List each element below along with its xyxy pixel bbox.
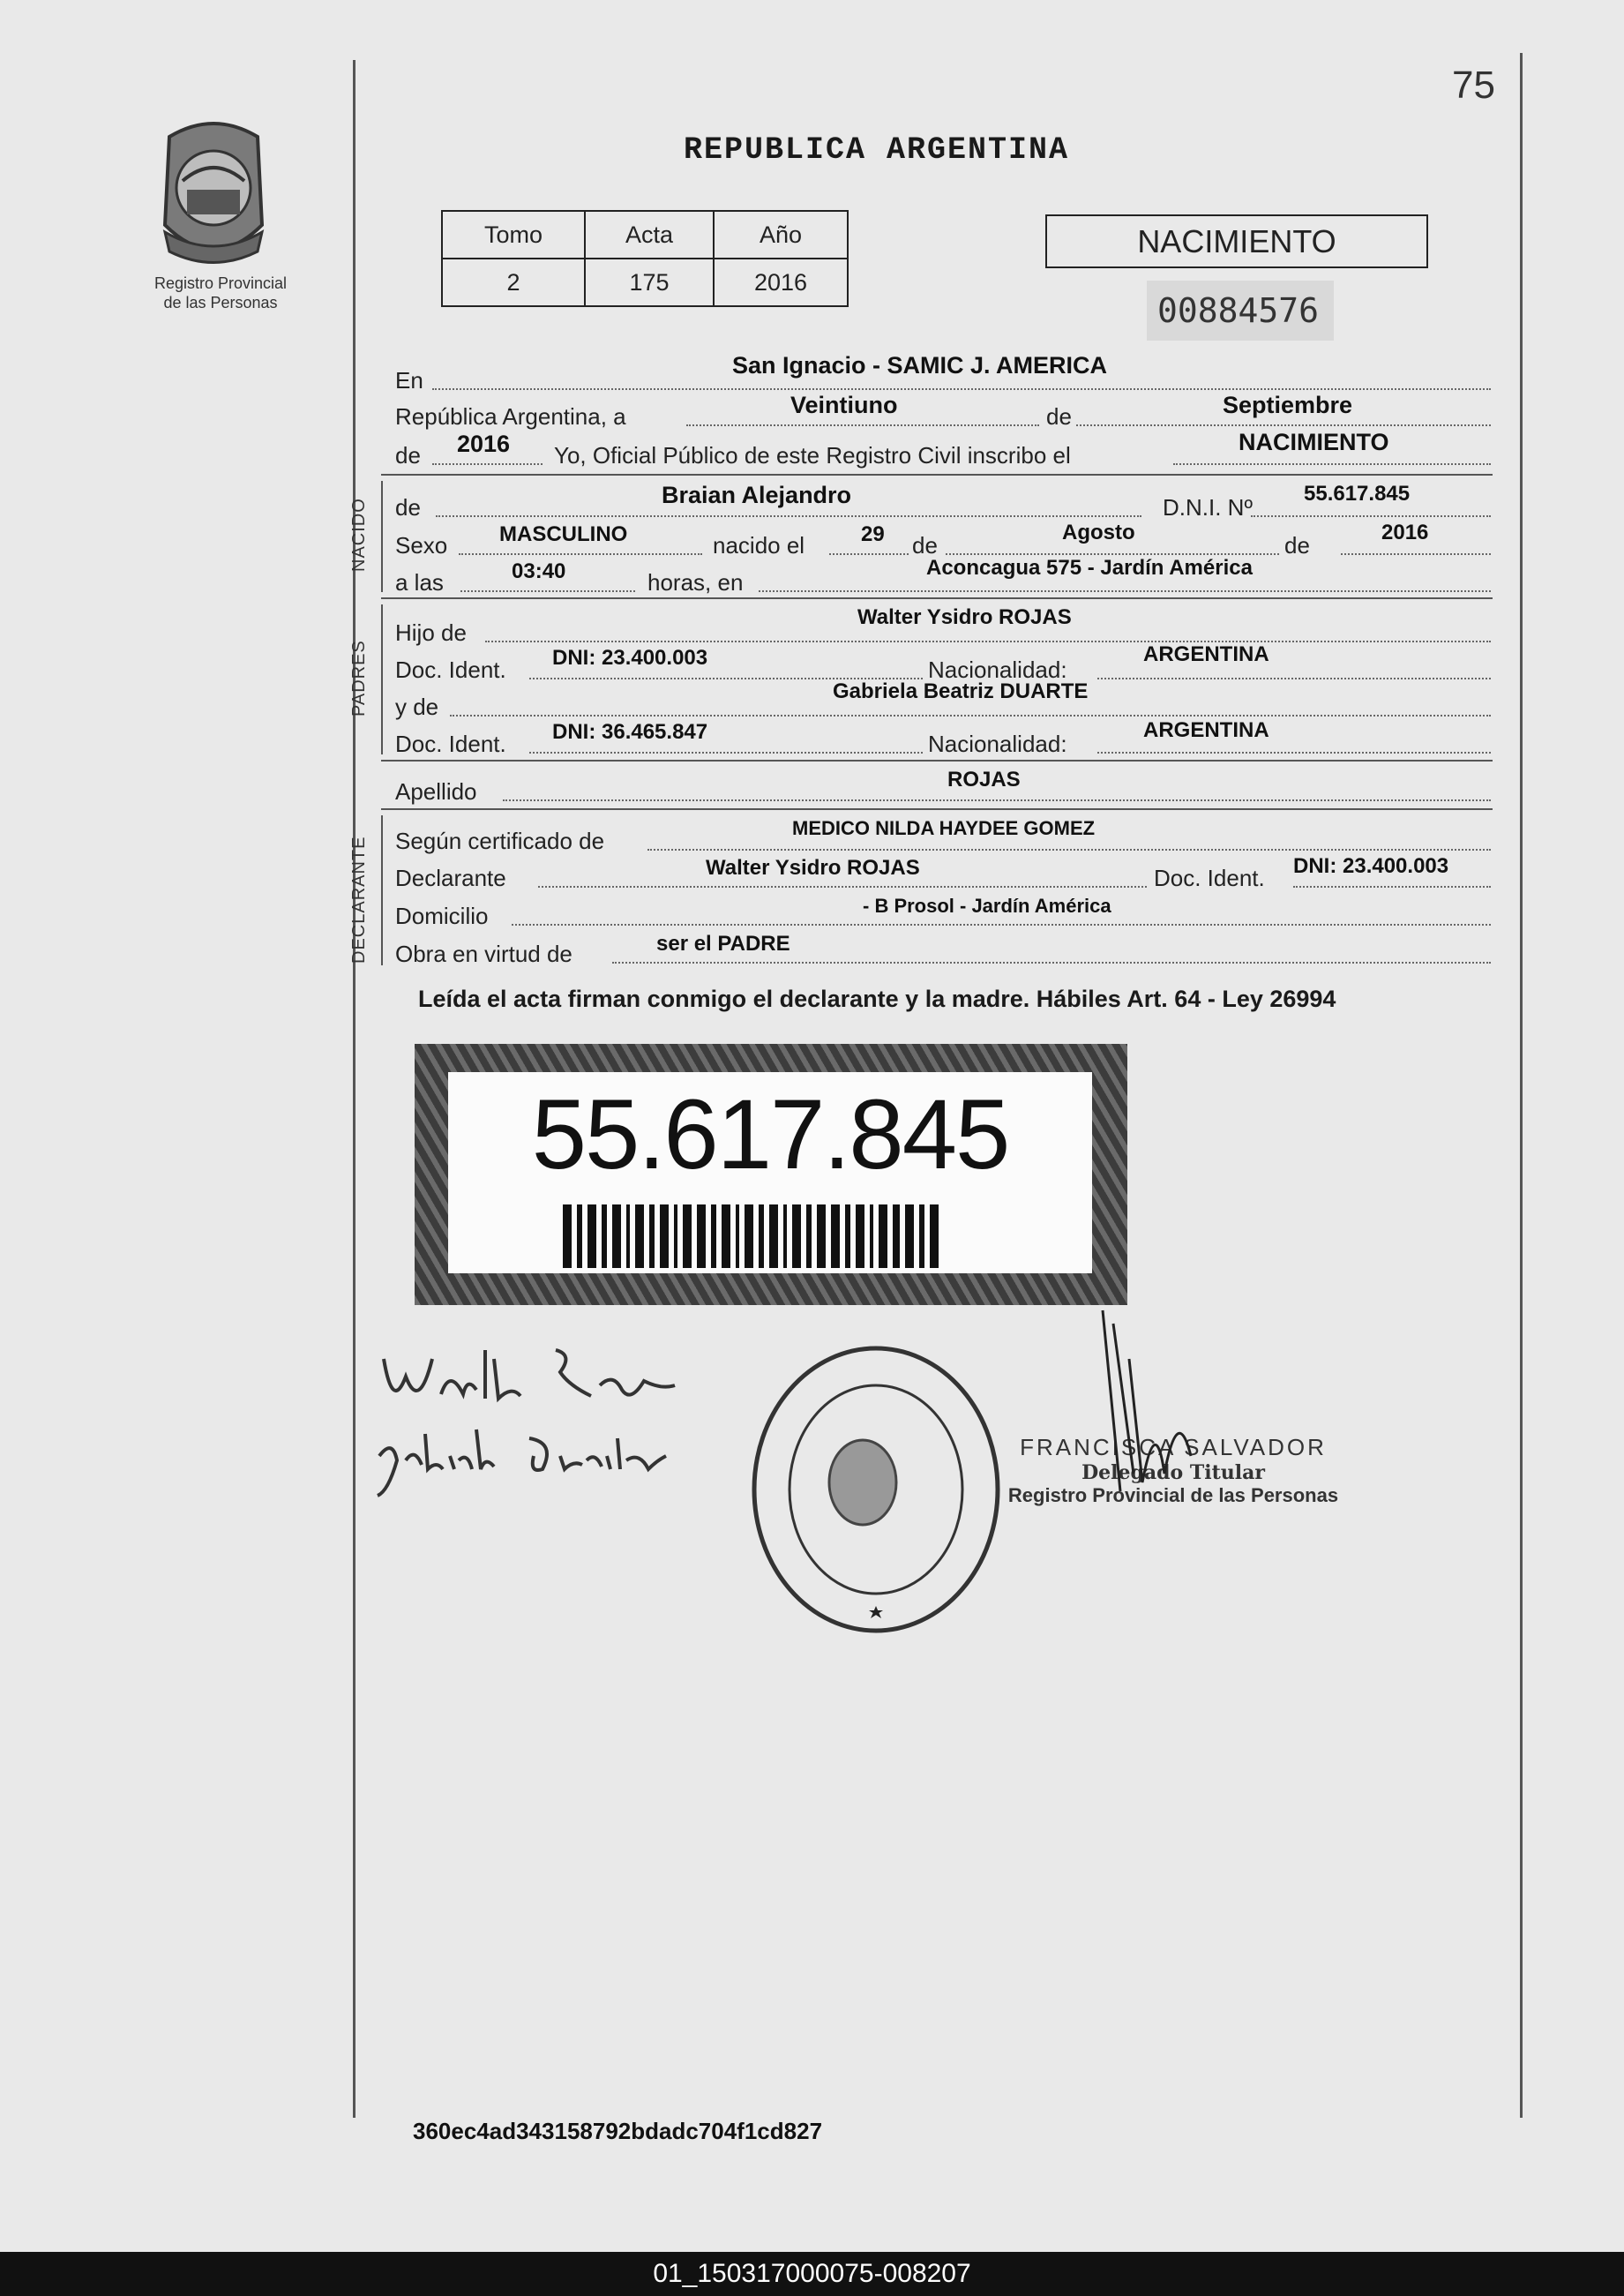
section-label-nacido: NACIDO	[349, 498, 369, 572]
label-y-de: y de	[395, 694, 439, 720]
day-value: Veintiuno	[790, 392, 898, 418]
barcode-icon	[563, 1204, 939, 1268]
province-logo	[152, 119, 275, 269]
father-nationality: ARGENTINA	[1143, 642, 1269, 666]
anio-header: Año	[714, 211, 848, 259]
label-de-month: de	[1046, 403, 1072, 430]
document-title: REPUBLICA ARGENTINA	[684, 132, 1070, 168]
dots-certificado	[647, 849, 1491, 851]
nacido-place: Aconcagua 575 - Jardín América	[926, 556, 1253, 580]
obra-value: ser el PADRE	[656, 932, 790, 956]
sticker-label	[448, 1072, 1092, 1273]
divider-1	[381, 474, 1493, 476]
signature-walter	[379, 1341, 679, 1433]
dots-declarante	[538, 886, 1147, 888]
divider-3	[381, 760, 1493, 762]
label-doc-father: Doc. Ident.	[395, 657, 506, 683]
dots-apellido	[503, 799, 1491, 801]
officer-role: Delegado Titular	[1081, 1461, 1265, 1484]
sexo-value: MASCULINO	[499, 522, 628, 546]
tomo-header: Tomo	[442, 211, 585, 259]
label-obra: Obra en virtud de	[395, 941, 573, 967]
logo-caption-line1: Registro Provincial	[153, 274, 288, 292]
label-certificado: Según certificado de	[395, 828, 605, 854]
footer-code: 01_150317000075-008207	[0, 2252, 1624, 2296]
label-dni: D.N.I. Nº	[1163, 494, 1253, 521]
row-republica	[395, 403, 626, 433]
label-oficial: Yo, Oficial Público de este Registro Civil inscribo el	[554, 442, 1071, 469]
label-horas: horas, en	[647, 569, 744, 596]
declarante-value: Walter Ysidro ROJAS	[706, 856, 920, 880]
page-number: 75	[1452, 64, 1495, 107]
dots-domicilio	[512, 924, 1491, 926]
dni-sticker	[415, 1044, 1127, 1305]
dots-en	[432, 388, 1491, 390]
signature-officer	[1094, 1306, 1253, 1504]
dots-day	[686, 424, 1039, 426]
label-republica: República Argentina, a	[395, 403, 626, 430]
label-de-nacido-month: de	[912, 532, 938, 559]
nacido-name: Braian Alejandro	[662, 482, 852, 508]
month-value: Septiembre	[1223, 392, 1353, 418]
dots-mother-nationality	[1097, 752, 1491, 754]
label-domicilio: Domicilio	[395, 903, 489, 929]
section-label-declarante: DECLARANTE	[349, 836, 369, 964]
officer-name: FRANCISCA SALVADOR	[1020, 1434, 1327, 1460]
dots-nombre	[436, 515, 1141, 517]
father-name: Walter Ysidro ROJAS	[857, 605, 1072, 629]
dots-act-type	[1173, 463, 1491, 465]
nacido-bracket	[381, 481, 383, 592]
label-doc-mother: Doc. Ident.	[395, 731, 506, 757]
apellido-value: ROJAS	[947, 768, 1021, 792]
label-sexo: Sexo	[395, 532, 448, 559]
label-de-nombre: de	[395, 494, 421, 521]
officer-org: Registro Provincial de las Personas	[1007, 1484, 1339, 1506]
label-hijo-de: Hijo de	[395, 619, 467, 646]
signature-gabriela	[370, 1421, 670, 1512]
divider-4	[381, 808, 1493, 810]
dots-month	[1076, 424, 1491, 426]
tomo-value: 2	[442, 259, 585, 306]
dots-declarante-doc	[1293, 886, 1491, 888]
nacido-time: 03:40	[512, 559, 566, 583]
dots-sexo	[459, 553, 702, 555]
document-hash: 360ec4ad343158792bdadc704f1cd827	[413, 2118, 823, 2144]
divider-2	[381, 597, 1493, 599]
record-type-box: NACIMIENTO	[1045, 214, 1428, 268]
leida-text: Leída el acta firman conmigo el declarante y la madre. Hábiles Art. 64 - Ley 26994	[418, 986, 1336, 1012]
declarante-doc: DNI: 23.400.003	[1293, 854, 1449, 878]
official-seal	[748, 1341, 1004, 1637]
label-a-las: a las	[395, 569, 444, 596]
dots-year	[432, 463, 543, 465]
place-value: San Ignacio - SAMIC J. AMERICA	[732, 352, 1108, 379]
dots-nacido-place	[759, 590, 1491, 592]
logo-caption-line2: de las Personas	[163, 294, 278, 311]
label-doc-declarante: Doc. Ident.	[1154, 865, 1265, 891]
mother-name: Gabriela Beatriz DUARTE	[833, 679, 1089, 703]
acta-value: 175	[585, 259, 714, 306]
left-margin-line	[353, 60, 355, 2118]
label-nacionalidad-mother: Nacionalidad:	[928, 731, 1067, 757]
right-margin-line	[1520, 53, 1523, 2118]
dots-nacido-day	[829, 553, 909, 555]
record-table-value-row	[442, 259, 848, 306]
dots-mother-name	[450, 715, 1491, 717]
padres-bracket	[381, 604, 383, 754]
dots-dni	[1251, 515, 1491, 517]
record-table	[441, 210, 849, 307]
nacido-year: 2016	[1381, 521, 1429, 544]
dots-father-nationality	[1097, 678, 1491, 679]
nacido-month: Agosto	[1062, 521, 1135, 544]
act-type-value: NACIMIENTO	[1239, 429, 1389, 455]
label-nacionalidad-father: Nacionalidad:	[928, 657, 1067, 683]
dots-nacido-year	[1341, 553, 1491, 555]
label-en: En	[395, 367, 423, 394]
dots-time	[460, 590, 635, 592]
dots-father-name	[485, 641, 1491, 642]
label-de-nacido-year: de	[1284, 532, 1310, 559]
label-apellido: Apellido	[395, 778, 477, 805]
mother-doc: DNI: 36.465.847	[552, 720, 708, 744]
serial-number: 00884576	[1147, 281, 1334, 341]
sticker-number: 55.617.845	[531, 1079, 1009, 1189]
dots-nacido-month	[946, 553, 1279, 555]
dots-obra	[612, 962, 1491, 964]
label-declarante: Declarante	[395, 865, 506, 891]
anio-value: 2016	[714, 259, 848, 306]
acta-header: Acta	[585, 211, 714, 259]
certificado-value: MEDICO NILDA HAYDEE GOMEZ	[792, 817, 1096, 839]
nacido-day: 29	[861, 522, 885, 546]
declarante-bracket	[381, 815, 383, 965]
record-table-header-row	[442, 211, 848, 259]
father-doc: DNI: 23.400.003	[552, 646, 708, 670]
label-de-year: de	[395, 442, 421, 469]
row-en	[395, 367, 423, 397]
logo-caption	[123, 274, 318, 312]
mother-nationality: ARGENTINA	[1143, 718, 1269, 742]
year-value: 2016	[457, 431, 511, 457]
section-label-padres: PADRES	[349, 640, 369, 717]
dots-mother-doc	[529, 752, 923, 754]
domicilio-value: - B Prosol - Jardín América	[863, 895, 1111, 917]
nacido-dni: 55.617.845	[1304, 482, 1411, 506]
label-nacido-el: nacido el	[713, 532, 805, 559]
